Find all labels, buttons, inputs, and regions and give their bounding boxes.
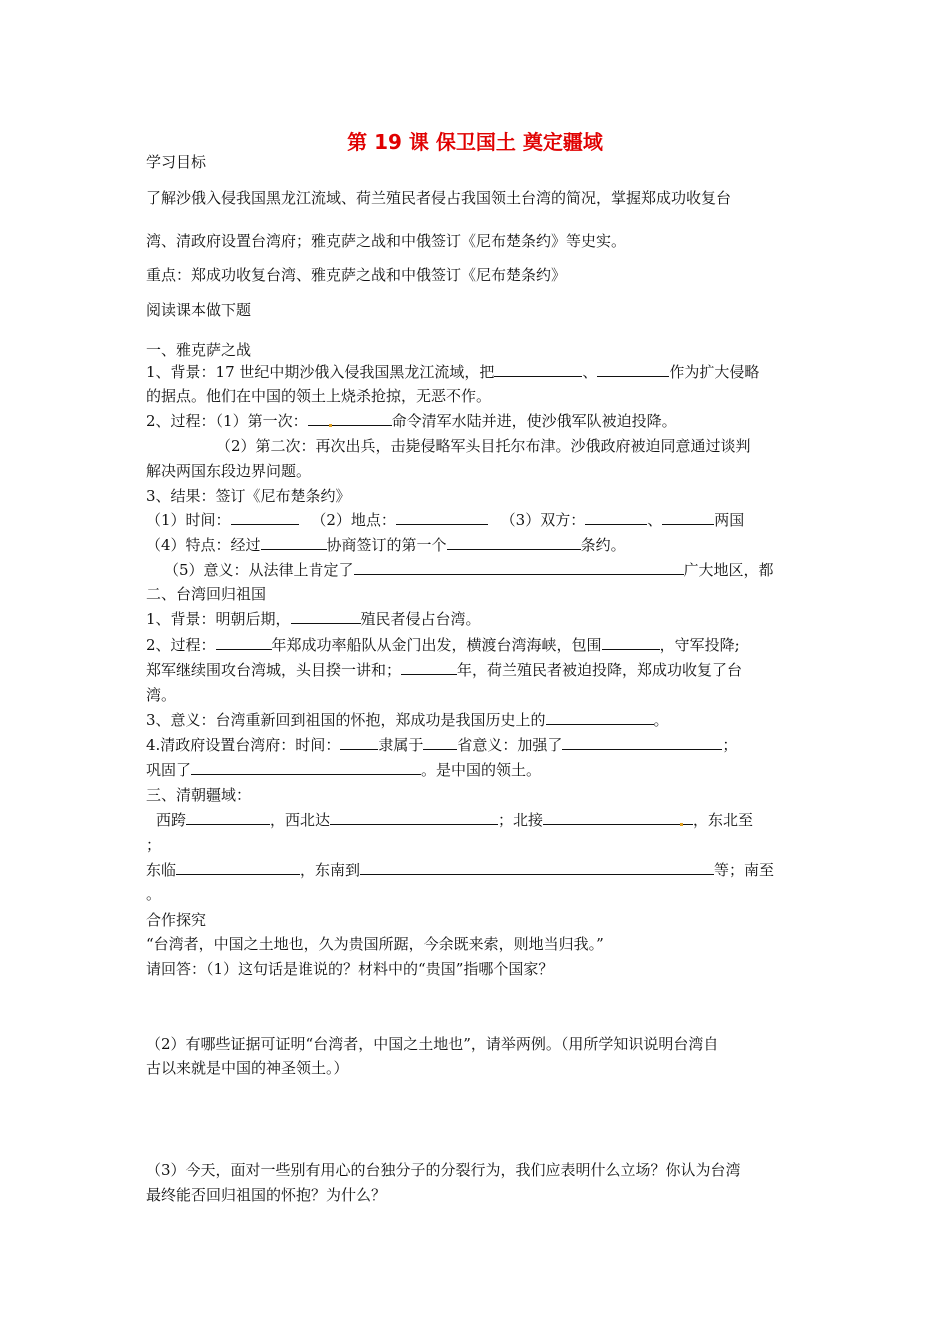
goals-heading: 学习目标 [146,153,207,171]
fill-blank[interactable] [396,510,488,525]
text: 1、背景：明朝后期， [146,610,291,628]
text: 隶属于 [378,736,424,754]
fill-blank[interactable] [662,510,714,525]
coop-heading: 合作探究 [146,911,207,929]
page-title: 第 19 课 保卫国土 奠定疆域 [347,130,603,154]
read-task: 阅读课本做下题 [146,301,252,319]
fill-blank[interactable] [340,735,378,750]
section2-heading: 二、台湾回归祖国 [146,585,267,603]
coop-question-2-cont: 古以来就是中国的神圣领土。） [146,1059,349,1077]
text: 3、意义：台湾重新回到祖国的怀抱，郑成功是我国历史上的 [146,711,546,729]
fill-blank[interactable] [585,510,647,525]
s2-government-cont [146,760,541,780]
goals-text-cont: 湾、清政府设置台湾府；雅克萨之战和中俄签订《尼布楚条约》等史实。 [146,232,627,250]
text: 西跨 [156,811,187,829]
fill-blank[interactable] [447,535,581,550]
s1-process [146,411,677,431]
s1-result: 3、结果：签订《尼布楚条约》 [146,487,351,505]
text: （3）双方： [500,511,586,529]
text: 协商签订的第一个 [326,536,447,554]
text: 郑军继续围攻台湾城，头目揆一讲和； [146,661,402,679]
ink-mark [680,823,683,826]
s2-process [146,635,740,655]
text: 、 [647,511,663,529]
fill-blank[interactable] [330,810,498,825]
s2-background [146,609,481,629]
text: 、 [582,363,598,381]
text: 命令清军水陆并进，使沙俄军队被迫投降。 [391,412,677,430]
s1-process-second: （2）第二次：再次出兵，击毙侵略军头目托尔布津。沙俄政府被迫同意通过谈判 [216,437,751,455]
fill-blank[interactable] [261,535,327,550]
text: 广大地区，都 [683,561,774,579]
text: 。 [653,711,669,729]
coop-question-2: （2）有哪些证据可证明“台湾者，中国之土地也”，请举两例。（用所学知识说明台湾自 [146,1035,719,1053]
fill-blank[interactable] [216,635,272,650]
text: 2、过程： [146,636,216,654]
s1-result-details [146,510,744,530]
fill-blank[interactable] [360,860,714,875]
s1-background [146,362,759,382]
text: 1、背景：17 世纪中期沙俄入侵我国黑龙江流域，把 [146,363,495,381]
text: 2、过程：（1）第一次： [146,412,308,430]
fill-blank[interactable] [543,810,693,825]
text: 4.清政府设置台湾府：时间： [146,736,341,754]
text: （5）意义：从法律上肯定了 [164,561,354,579]
text: 两国 [714,511,745,529]
text: （4）特点：经过 [146,536,261,554]
s1-significance [164,560,774,580]
text: ，西北达 [270,811,331,829]
fill-blank[interactable] [401,660,457,675]
text: 殖民者侵占台湾。 [360,610,481,628]
s2-process-end: 湾。 [146,686,177,704]
coop-question-3-cont: 最终能否回归祖国的怀抱？为什么？ [146,1186,387,1204]
fill-blank[interactable] [354,560,684,575]
fill-blank[interactable] [308,411,392,426]
fill-blank[interactable] [191,760,421,775]
text: （1）时间： [146,511,231,529]
text: 。是中国的领土。 [421,761,542,779]
coop-question-3: （3）今天，面对一些别有用心的台独分子的分裂行为，我们应表明什么立场？你认为台湾 [146,1161,741,1179]
s3-south-end: 。 [146,885,162,903]
fill-blank[interactable] [291,609,361,624]
text: 年，荷兰殖民者被迫投降，郑成功收复了台 [457,661,743,679]
coop-quote: “台湾者，中国之土地也，久为贵国所踞，今余既来索，则地当归我。” [146,935,604,953]
goals-text: 了解沙俄入侵我国黑龙江流域、荷兰殖民者侵占我国领土台湾的简况，掌握郑成功收复台 [146,189,732,207]
fill-blank[interactable] [423,735,457,750]
text: ，东北至 [693,811,754,829]
text: ，东南到 [300,861,361,879]
text: 巩固了 [146,761,192,779]
s1-feature [146,535,626,555]
text: 年郑成功率船队从金门出发，横渡台湾海峡，包围 [271,636,602,654]
coop-question-1: 请回答：（1）这句话是谁说的？材料中的“贵国”指哪个国家？ [146,960,554,978]
s1-background-cont: 的据点。他们在中国的领土上烧杀抢掠，无恶不作。 [146,387,492,405]
s3-west-north [156,810,753,830]
fill-blank[interactable] [494,362,582,377]
text: 等；南至 [714,861,775,879]
fill-blank[interactable] [597,362,669,377]
text: （2）地点： [311,511,396,529]
fill-blank[interactable] [562,735,722,750]
s1-process-cont: 解决两国东段边界问题。 [146,462,312,480]
text: ，守军投降; [659,636,740,654]
section1-heading: 一、雅克萨之战 [146,341,252,359]
text: 东临 [146,861,177,879]
key-points: 重点：郑成功收复台湾、雅克萨之战和中俄签订《尼布楚条约》 [146,266,567,284]
fill-blank[interactable] [602,635,660,650]
text: 省意义：加强了 [457,736,563,754]
s2-government [146,735,737,755]
fill-blank[interactable] [186,810,270,825]
section3-heading: 三、清朝疆域： [146,786,252,804]
text: ； [722,736,738,754]
fill-blank[interactable] [176,860,300,875]
s2-significance [146,710,669,730]
text: 条约。 [580,536,626,554]
fill-blank[interactable] [231,510,299,525]
text: ；北接 [498,811,544,829]
s2-process-cont [146,660,742,680]
s3-east-south [146,860,774,880]
ink-mark [329,424,332,427]
fill-blank[interactable] [546,710,654,725]
s3-northeast-end: ； [146,836,162,854]
text: 作为扩大侵略 [669,363,760,381]
